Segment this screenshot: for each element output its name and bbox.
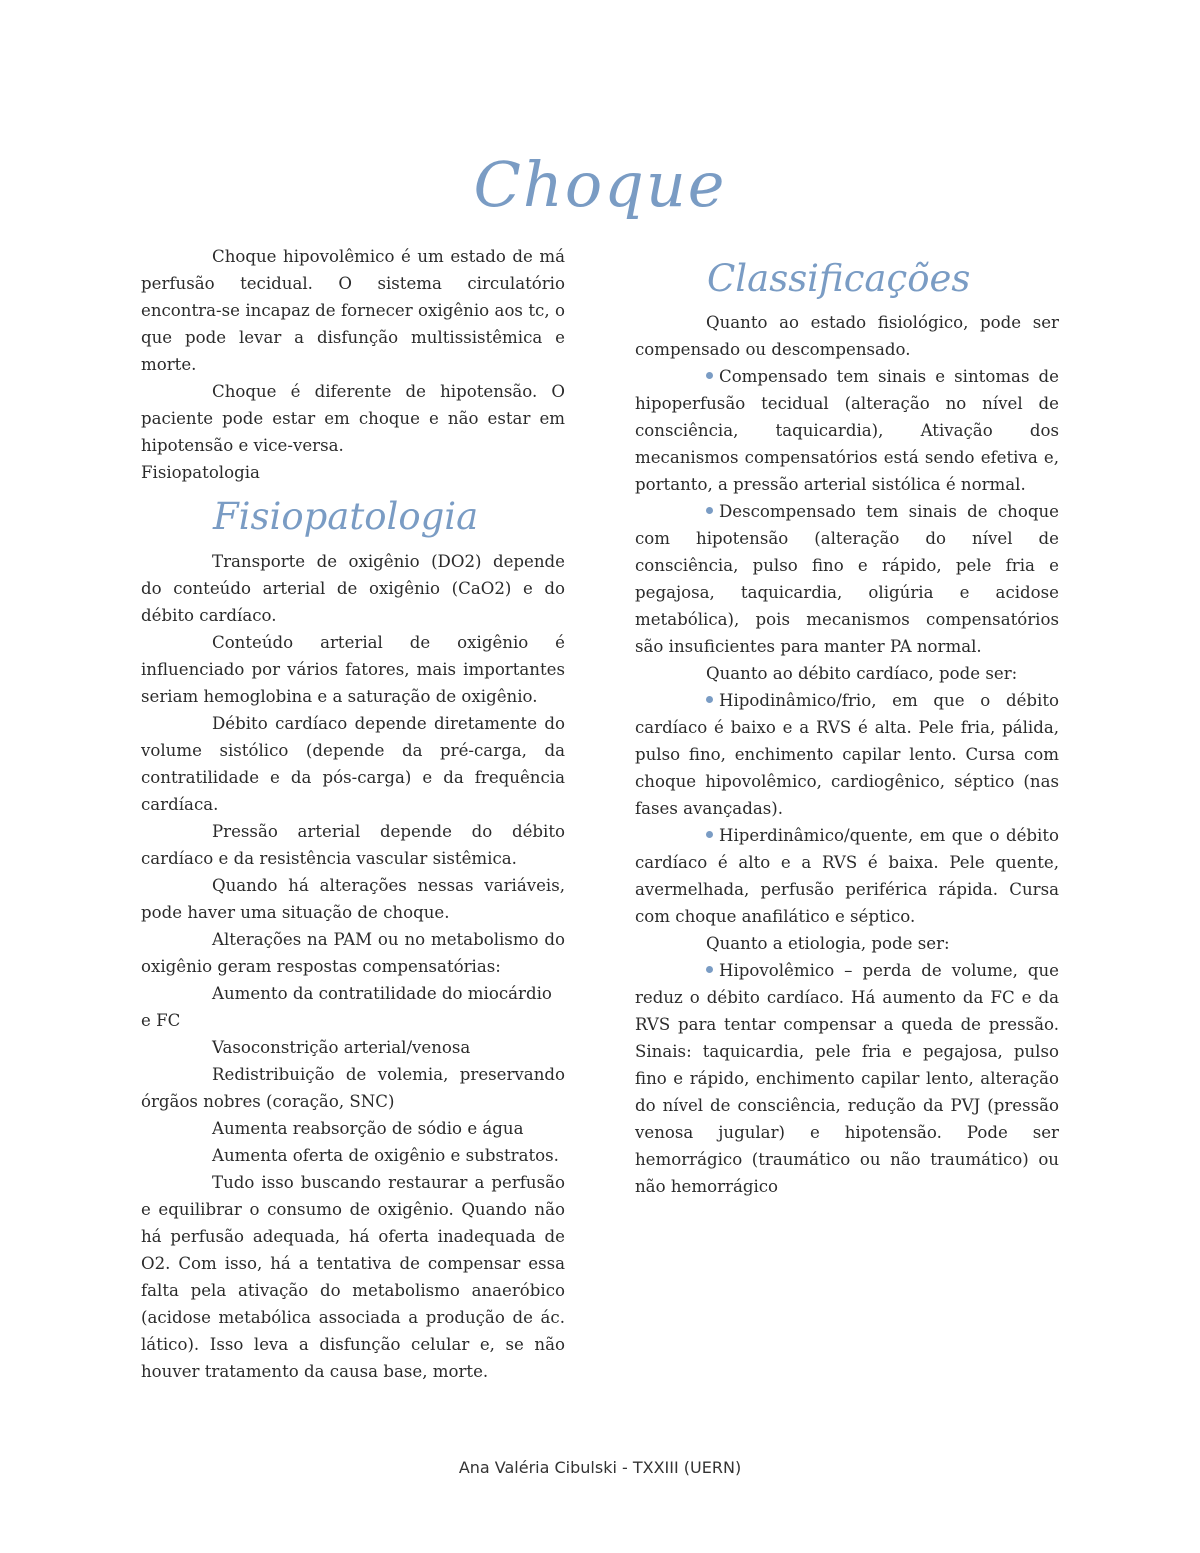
bullet-icon [706,831,713,838]
paragraph: Alterações na PAM ou no metabolismo do oxigênio geram respostas compensatórias: [141,930,565,976]
bullet-item [635,498,1059,660]
list-item: Redistribuição de volemia, preservando órgãos nobres (coração, SNC) [141,1065,565,1111]
list-item: Aumenta reabsorção de sódio e água [212,1119,524,1138]
paragraph: Pressão arterial depende do débito cardíaco e da resistência vascular sistêmica. [141,822,565,868]
bullet-icon [706,696,713,703]
section-heading-classificacoes: Classificações [707,257,971,300]
bullet-icon [706,372,713,379]
paragraph: Transporte de oxigênio (DO2) depende do conteúdo arterial de oxigênio (CaO2) e do débito cardíaco. [141,552,565,625]
paragraph: Quando há alterações nessas variáveis, pode haver uma situação de choque. [141,876,565,922]
intro-paragraph: Choque hipovolêmico é um estado de má perfusão tecidual. O sistema circulatório encontra-se incapaz de fornecer oxigênio aos tc, o que pode levar a disfunção multissistêmica e morte. [141,247,565,374]
paragraph: Quanto ao estado fisiológico, pode ser compensado ou descompensado. [635,313,1059,359]
list-item: Aumento da contratilidade do miocárdio e FC [141,984,552,1030]
page-footer: Ana Valéria Cibulski - TXXIII (UERN) [458,1458,742,1477]
bullet-icon [706,966,713,973]
hypotension-paragraph: Choque é diferente de hipotensão. O paciente pode estar em choque e não estar em hipotensão e vice-versa. [141,382,565,455]
list-item: Vasoconstrição arterial/venosa [212,1038,471,1057]
paragraph: Quanto a etiologia, pode ser: [706,934,950,953]
left-column [141,243,565,1385]
section-heading-fisiopatologia: Fisiopatologia [213,495,479,538]
paragraph: Quanto ao débito cardíaco, pode ser: [706,664,1018,683]
bullet-text: Hipovolêmico – perda de volume, que reduz o débito cardíaco. Há aumento da FC e da RVS para tentar compensar a queda de pressão. Sinais: taquicardia, pele fria e pegajosa, pulso fino e rápido, enchimento capilar lento, alteração do nível de consciência, redução da PVJ (pressão venosa jugular) e hipotensão. Pode ser hemorrágico (traumático ou não traumático) ou não hemorrágico [635,961,1059,1196]
bullet-icon [706,507,713,514]
bullet-item [635,687,1059,822]
bullet-item [635,363,1059,498]
list-item: Aumenta oferta de oxigênio e substratos. [212,1146,559,1165]
page-title: Choque [473,148,727,221]
paragraph: Tudo isso buscando restaurar a perfusão e equilibrar o consumo de oxigênio. Quando não há perfusão adequada, há oferta inadequada de O2. Com isso, há a tentativa de compensar essa falta pela ativação do metabolismo anaeróbico (acidose metabólica associada a produção de ác. lático). Isso leva a disfunção celular e, se não houver tratamento da causa base, morte. [141,1173,565,1381]
paragraph: Conteúdo arterial de oxigênio é influenciado por vários fatores, mais importantes seriam hemoglobina e a saturação de oxigênio. [141,633,565,706]
paragraph: Débito cardíaco depende diretamente do volume sistólico (depende da pré-carga, da contratilidade e da pós-carga) e da frequência cardíaca. [141,714,565,814]
bullet-text: Compensado tem sinais e sintomas de hipoperfusão tecidual (alteração no nível de consciência, taquicardia), Ativação dos mecanismos compensatórios está sendo efetiva e, portanto, a pressão arterial sistólica é normal. [635,367,1059,494]
bullet-text: Hiperdinâmico/quente, em que o débito cardíaco é alto e a RVS é baixa. Pele quente, avermelhada, perfusão periférica rápida. Cursa com choque anafilático e séptico. [635,826,1059,926]
bullet-item [635,822,1059,930]
bullet-text: Descompensado tem sinais de choque com hipotensão (alteração do nível de consciência, pulso fino e rápido, pele fria e pegajosa, taquicardia, oligúria e acidose metabólica), pois mecanismos compensatórios são insuficientes para manter PA normal. [635,502,1059,656]
right-column [635,251,1059,1200]
bullet-item [635,957,1059,1200]
bullet-text: Hipodinâmico/frio, em que o débito cardíaco é baixo e a RVS é alta. Pele fria, pálida, pulso fino, enchimento capilar lento. Cursa com choque hipovolêmico, cardiogênico, séptico (nas fases avançadas). [635,691,1059,818]
subtitle-text: Fisiopatologia [141,463,260,482]
